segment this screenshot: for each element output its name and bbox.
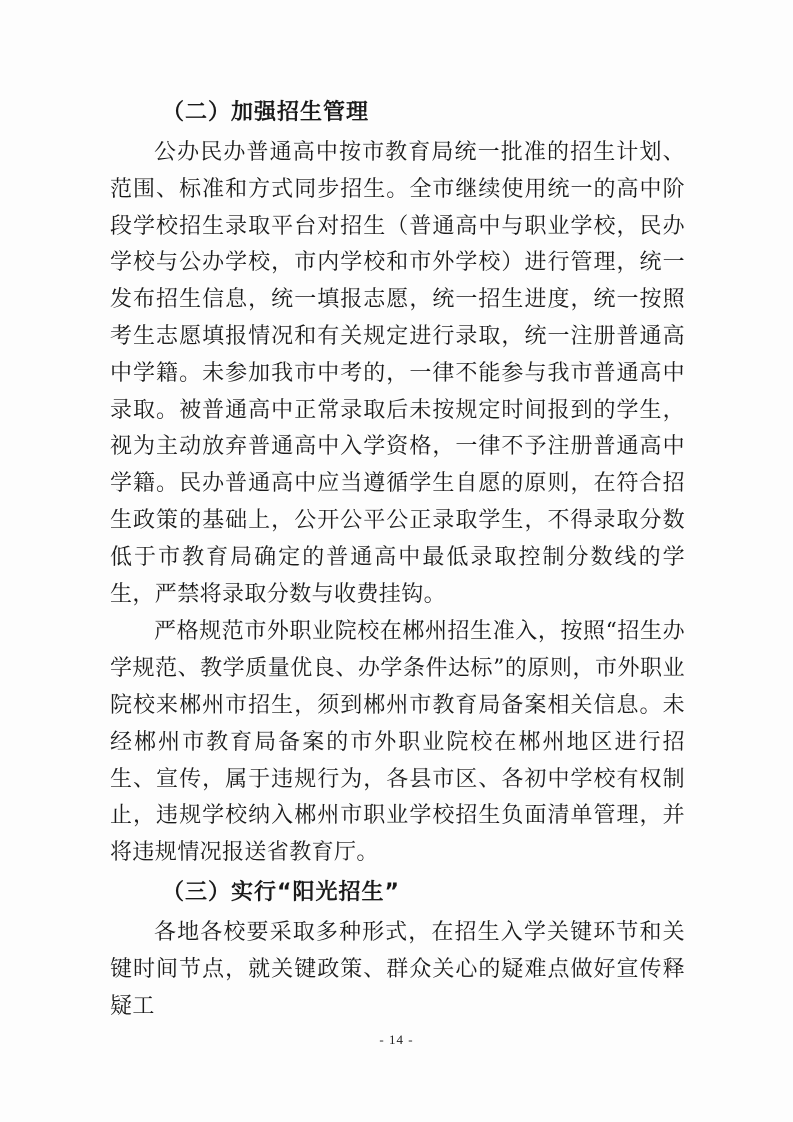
section-heading-3: （三）实行“阳光招生” bbox=[162, 879, 400, 905]
paragraph-enrollment-management: 公办民办普通高中按市教育局统一批准的招生计划、范围、标准和方式同步招生。全市继续使用统一的高中阶段学校招生录取平台对招生（普通高中与职业学校，民办学校与公办学校，市内学校和市外学校）进行管理，统一发布招生信息，统一填报志愿，统一招生进度，统一按照考生志愿填报情况和有关规定进行录取，统一注册普通高中学籍。未参加我市中考的，一律不能参与我市普通高中录取。被普通高中正常录取后未按规定时间报到的学生，视为主动放弃普通高中入学资格，一律不予注册普通高中学籍。民办普通高中应当遵循学生自愿的原则，在符合招生政策的基础上，公开公平公正录取学生，不得录取分数低于市教育局确定的普通高中最低录取控制分数线的学生，严禁将录取分数与收费挂钩。 bbox=[110, 140, 685, 607]
document-body bbox=[110, 92, 685, 1025]
page-number: - 14 - bbox=[379, 1032, 414, 1047]
section-heading-2: （二）加强招生管理 bbox=[162, 100, 370, 125]
paragraph-sunshine-enrollment: 各地各校要采取多种形式，在招生入学关键环节和关键时间节点，就关键政策、群众关心的疑难点做好宣传释疑工 bbox=[110, 919, 685, 1019]
paragraph-vocational-admission: 严格规范市外职业院校在郴州招生准入，按照“招生办学规范、教学质量优良、办学条件达标”的原则，市外职业院校来郴州市招生，须到郴州市教育局备案相关信息。未经郴州市教育局备案的市外职业院校在郴州地区进行招生、宣传，属于违规行为，各县市区、各初中学校有权制止，违规学校纳入郴州市职业学校招生负面清单管理，并将违规情况报送省教育厅。 bbox=[110, 619, 685, 866]
